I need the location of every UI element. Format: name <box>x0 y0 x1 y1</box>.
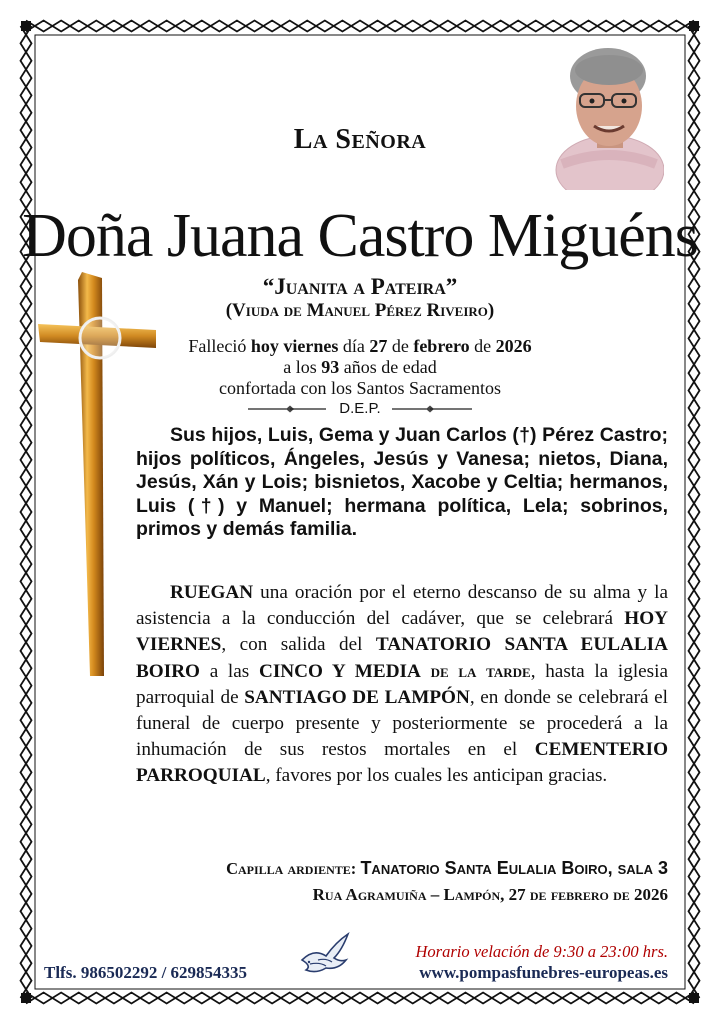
website-link[interactable]: www.pompasfunebres-europeas.es <box>419 963 668 982</box>
deceased-name: Doña Juana Castro Miguéns <box>22 202 698 270</box>
deceased-nickname: “Juanita a Pateira” <box>262 274 458 299</box>
dove-icon <box>296 930 352 980</box>
chapel-value: Tanatorio Santa Eulalia Boiro, sala 3 <box>360 858 668 878</box>
death-line-3: confortada con los Santos Sacramentos <box>219 378 501 398</box>
death-line-2: a los 93 años de edad <box>283 357 437 377</box>
title-la-senora: La Señora <box>293 124 427 155</box>
portrait-photo <box>552 40 664 190</box>
prayer-paragraph: RUEGAN una oración por el eterno descanso de su alma y la asistencia a la conducción del cadáver, que se celebrará HOY VIERNES, con salida del TANATORIO SANTA EULALIA BOIRO a las CINCO Y MEDIA de la tarde, hasta la iglesia parroquial de SANTIAGO DE LAMPÓN, en donde se celebrará el funeral de cuerpo presente y posteriormente se procederá a la inhumación de sus restos mortales en el CEMENTERIO PARROQUIAL, favores por los cuales les anticipan gracias. <box>136 582 669 787</box>
place-date-line: Rua Agramuiña – Lampón, 27 de febrero de 2026 <box>312 885 668 904</box>
family-paragraph: Sus hijos, Luis, Gema y Juan Carlos (†) Pérez Castro; hijos políticos, Ángeles, Jesús y Vanesa; nietos, Diana, Jesús, Xán y Lois; bisnietos, Xacobe y Celtia; hermanos, Luis (†) y Manuel; hermana política, Lela; sobrinos, primos y demás familia. <box>136 424 668 541</box>
dep-label: D.E.P. <box>339 400 381 417</box>
death-line-1: Falleció hoy viernes día 27 de febrero de 2026 <box>188 336 532 356</box>
dep-divider <box>240 399 480 419</box>
phone-numbers: Tlfs. 986502292 / 629854335 <box>44 963 248 982</box>
widow-line: (Viuda de Manuel Pérez Riveiro) <box>225 300 495 321</box>
chapel-line <box>120 858 668 879</box>
chapel-label: Capilla ardiente: <box>226 859 361 878</box>
wake-hours: Horario velación de 9:30 a 23:00 hrs. <box>415 942 668 961</box>
death-details <box>160 336 560 399</box>
